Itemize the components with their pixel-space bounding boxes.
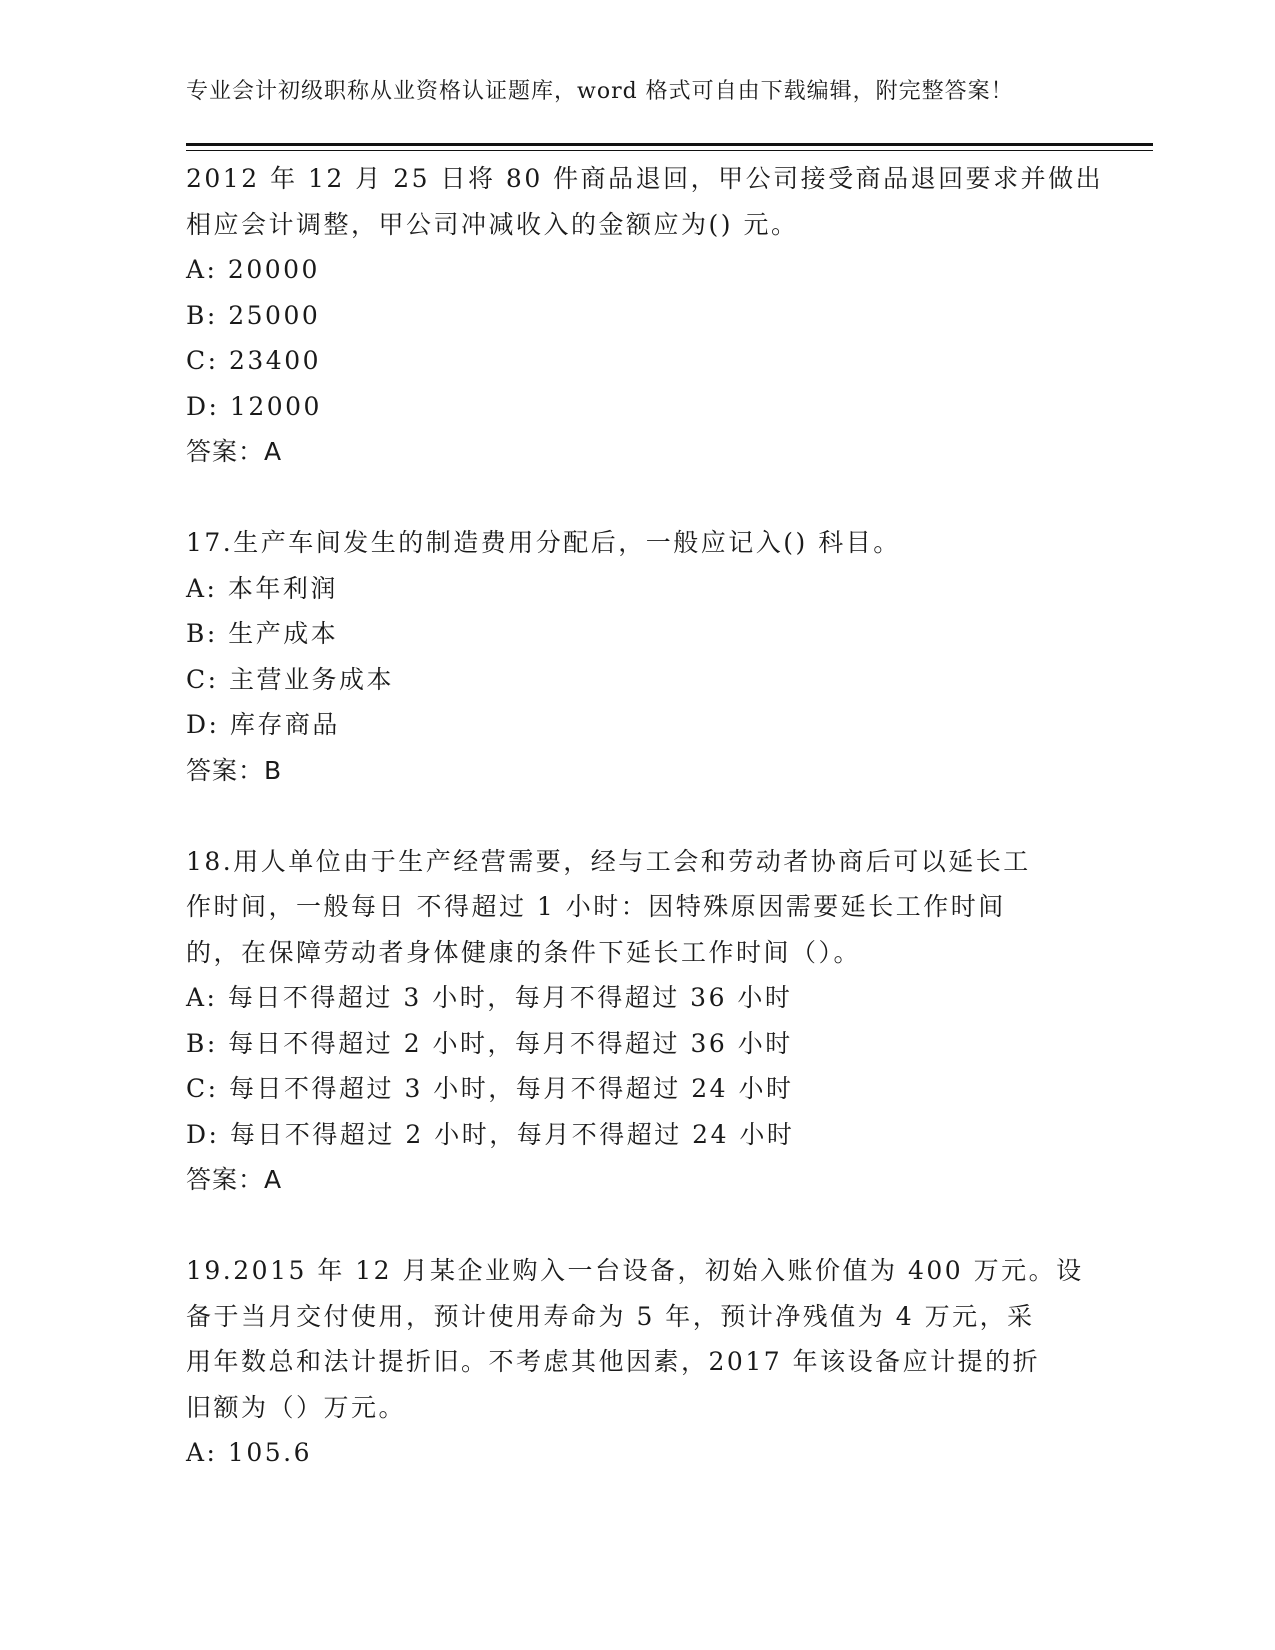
- answer-line: 答案：A: [186, 1165, 283, 1194]
- option-b: B: 25000: [186, 300, 321, 330]
- question-stem-line: 18.用人单位由于生产经营需要，经与工会和劳动者协商后可以延长工: [186, 846, 1031, 876]
- question-18: [186, 839, 1086, 1203]
- answer-line: 答案：B: [186, 755, 283, 785]
- option-a: A: 20000: [186, 255, 320, 284]
- page-header: 专业会计初级职称从业资格认证题库，word 格式可自由下载编辑，附完整答案！: [186, 79, 1014, 104]
- option-c: C: 23400: [186, 346, 322, 375]
- question-stem-line: 旧额为（）万元。: [186, 1392, 407, 1422]
- option-c: C: 主营业务成本: [186, 664, 394, 694]
- option-d: D: 12000: [186, 391, 322, 421]
- question-stem-line: 用年数总和法计提折旧。不考虑其他因素，2017 年该设备应计提的折: [186, 1347, 1041, 1376]
- question-stem-line: 备于当月交付使用，预计使用寿命为 5 年，预计净残值为 4 万元，采: [186, 1301, 1035, 1331]
- question-16: [186, 156, 1104, 475]
- option-b: B: 生产成本: [186, 619, 339, 648]
- spacer: [186, 475, 1086, 521]
- question-19: [186, 1248, 1086, 1476]
- option-a: A: 105.6: [186, 1438, 312, 1467]
- question-stem-line: 作时间，一般每日 不得超过 1 小时：因特殊原因需要延长工作时间: [186, 892, 1006, 921]
- question-stem-line: 的，在保障劳动者身体健康的条件下延长工作时间（）。: [186, 937, 862, 967]
- option-d: D: 库存商品: [186, 710, 340, 739]
- header-rule-thick: [186, 143, 1153, 146]
- question-stem-line: 2012 年 12 月 25 日将 80 件商品退回，甲公司接受商品退回要求并做出: [186, 164, 1104, 193]
- spacer: [186, 1203, 1086, 1249]
- option-c: C: 每日不得超过 3 小时，每月不得超过 24 小时: [186, 1074, 794, 1103]
- answer-line: 答案：A: [186, 437, 283, 466]
- option-b: B: 每日不得超过 2 小时，每月不得超过 36 小时: [186, 1028, 793, 1058]
- question-stem-line: 19.2015 年 12 月某企业购入一台设备，初始入账价值为 400 万元。设: [186, 1256, 1084, 1285]
- header-rule-thin: [186, 150, 1153, 151]
- option-a: A: 每日不得超过 3 小时，每月不得超过 36 小时: [186, 983, 793, 1012]
- option-d: D: 每日不得超过 2 小时，每月不得超过 24 小时: [186, 1119, 795, 1149]
- option-a: A: 本年利润: [186, 573, 338, 603]
- question-list: [186, 156, 1104, 1476]
- spacer: [186, 793, 1086, 839]
- question-stem-line: 17.生产车间发生的制造费用分配后，一般应记入() 科目。: [186, 528, 901, 557]
- question-17: [186, 520, 1086, 793]
- question-stem-line: 相应会计调整，甲公司冲减收入的金额应为() 元。: [186, 209, 799, 239]
